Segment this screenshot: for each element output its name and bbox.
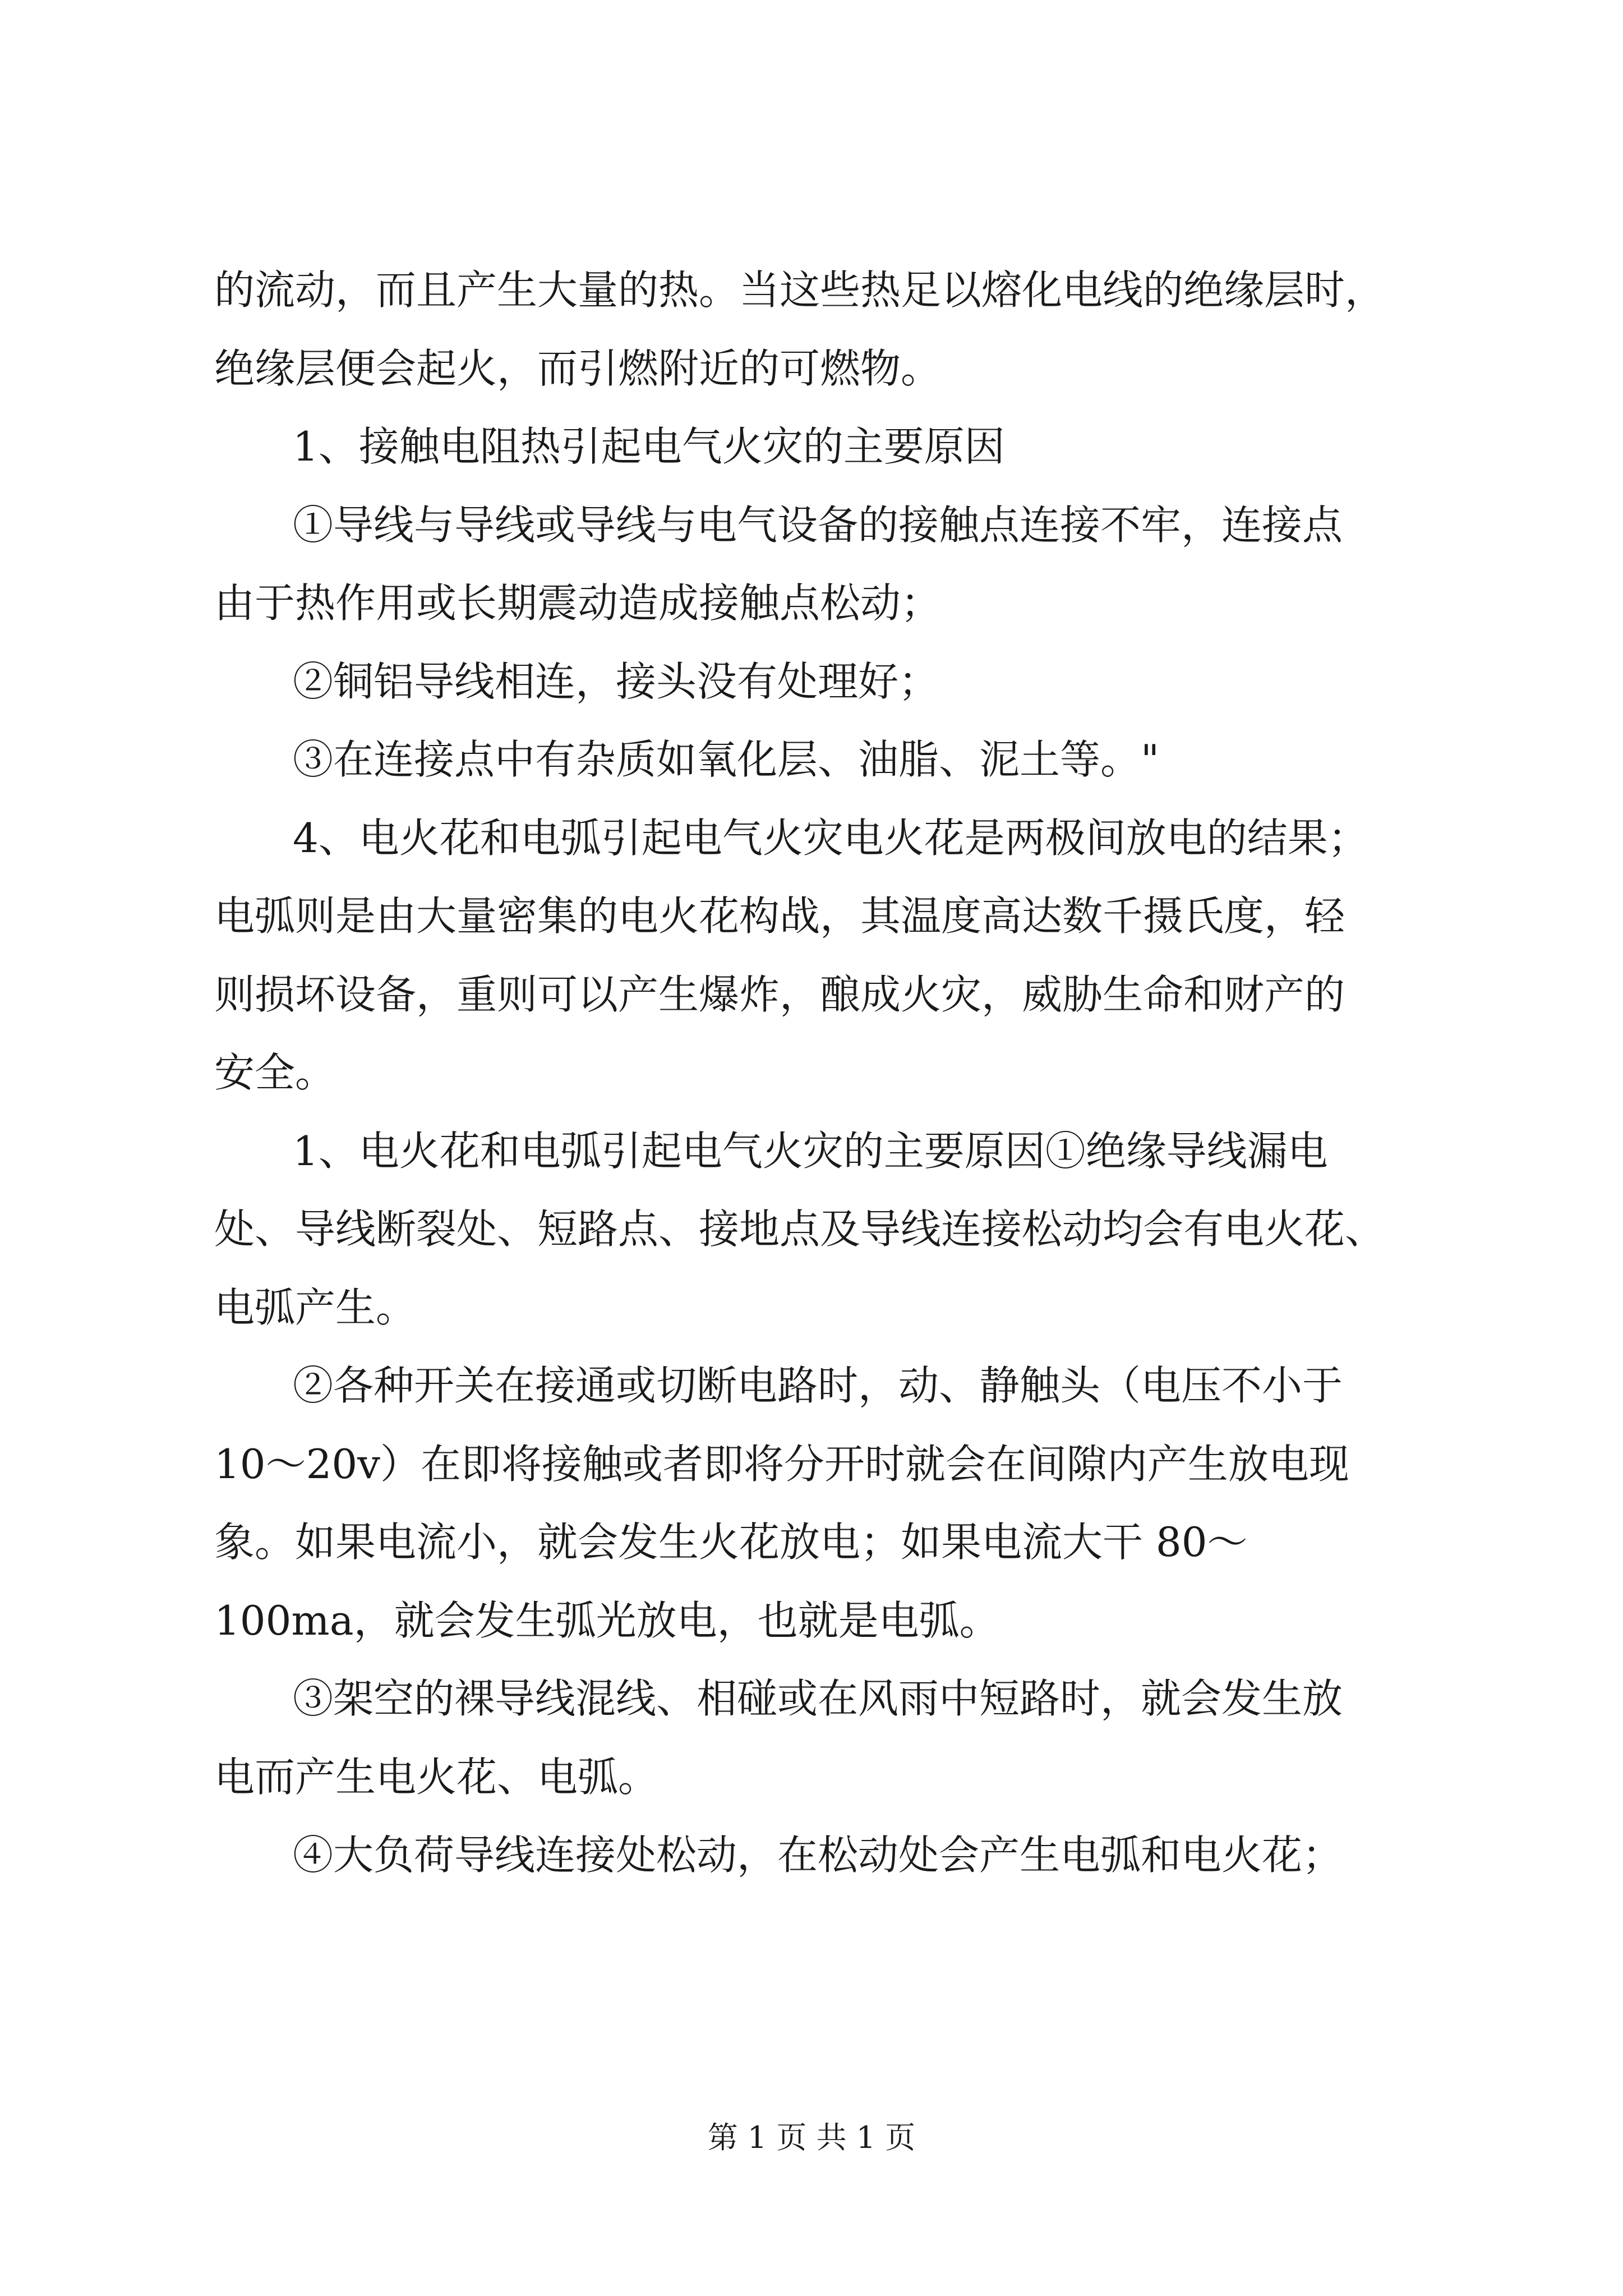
- text-line: 的流动，而且产生大量的热。当这些热足以熔化电线的绝缘层时，: [214, 266, 1386, 314]
- text-line: 电弧产生。: [214, 1283, 417, 1331]
- text-line: ②铜铝导线相连，接头没有处理好；: [293, 657, 939, 705]
- text-line: ③架空的裸导线混线、相碰或在风雨中短路时，就会发生放: [293, 1675, 1343, 1722]
- text-line: 电而产生电火花、电弧。: [214, 1753, 659, 1801]
- text-line: ②各种开关在接通或切断电路时，动、静触头（电压不小于: [293, 1362, 1343, 1409]
- text-line: 电弧则是由大量密集的电火花构战，其温度高达数千摄氏度，轻: [214, 892, 1345, 940]
- text-line: ③在连接点中有杂质如氧化层、油脂、泥土等。": [293, 736, 1160, 783]
- text-line: 4、电火花和电弧引起电气火灾电火花是两极间放电的结果；: [293, 814, 1368, 862]
- text-line: 安全。: [214, 1049, 336, 1096]
- text-line: 绝缘层便会起火，而引燃附近的可燃物。: [214, 344, 942, 392]
- text-line: ④大负荷导线连接处松动，在松动处会产生电弧和电火花；: [293, 1832, 1343, 1879]
- document-body: [214, 251, 1431, 1895]
- text-line: 1、接触电阻热引起电气火灾的主要原因: [293, 423, 1005, 470]
- text-line: 100ma，就会发生弧光放电，也就是电弧。: [214, 1596, 1000, 1644]
- text-line: 由于热作用或长期震动造成接触点松动；: [214, 579, 942, 627]
- text-line: 则损坏设备，重则可以产生爆炸，酿成火灾，威胁生命和财产的: [214, 970, 1345, 1018]
- text-line: 象。如果电流小，就会发生火花放电；如果电流大干 80～: [214, 1519, 1248, 1566]
- page-footer: 第 1 页 共 1 页: [707, 2120, 916, 2155]
- text-line: 10～20v）在即将接触或者即将分开时就会在间隙内产生放电现: [214, 1440, 1349, 1488]
- text-line: 处、导线断裂处、短路点、接地点及导线连接松动均会有电火花、: [214, 1205, 1386, 1253]
- text-line: ①导线与导线或导线与电气设备的接触点连接不牢，连接点: [293, 501, 1343, 549]
- text-line: 1、电火花和电弧引起电气火灾的主要原因①绝缘导线漏电: [293, 1127, 1328, 1175]
